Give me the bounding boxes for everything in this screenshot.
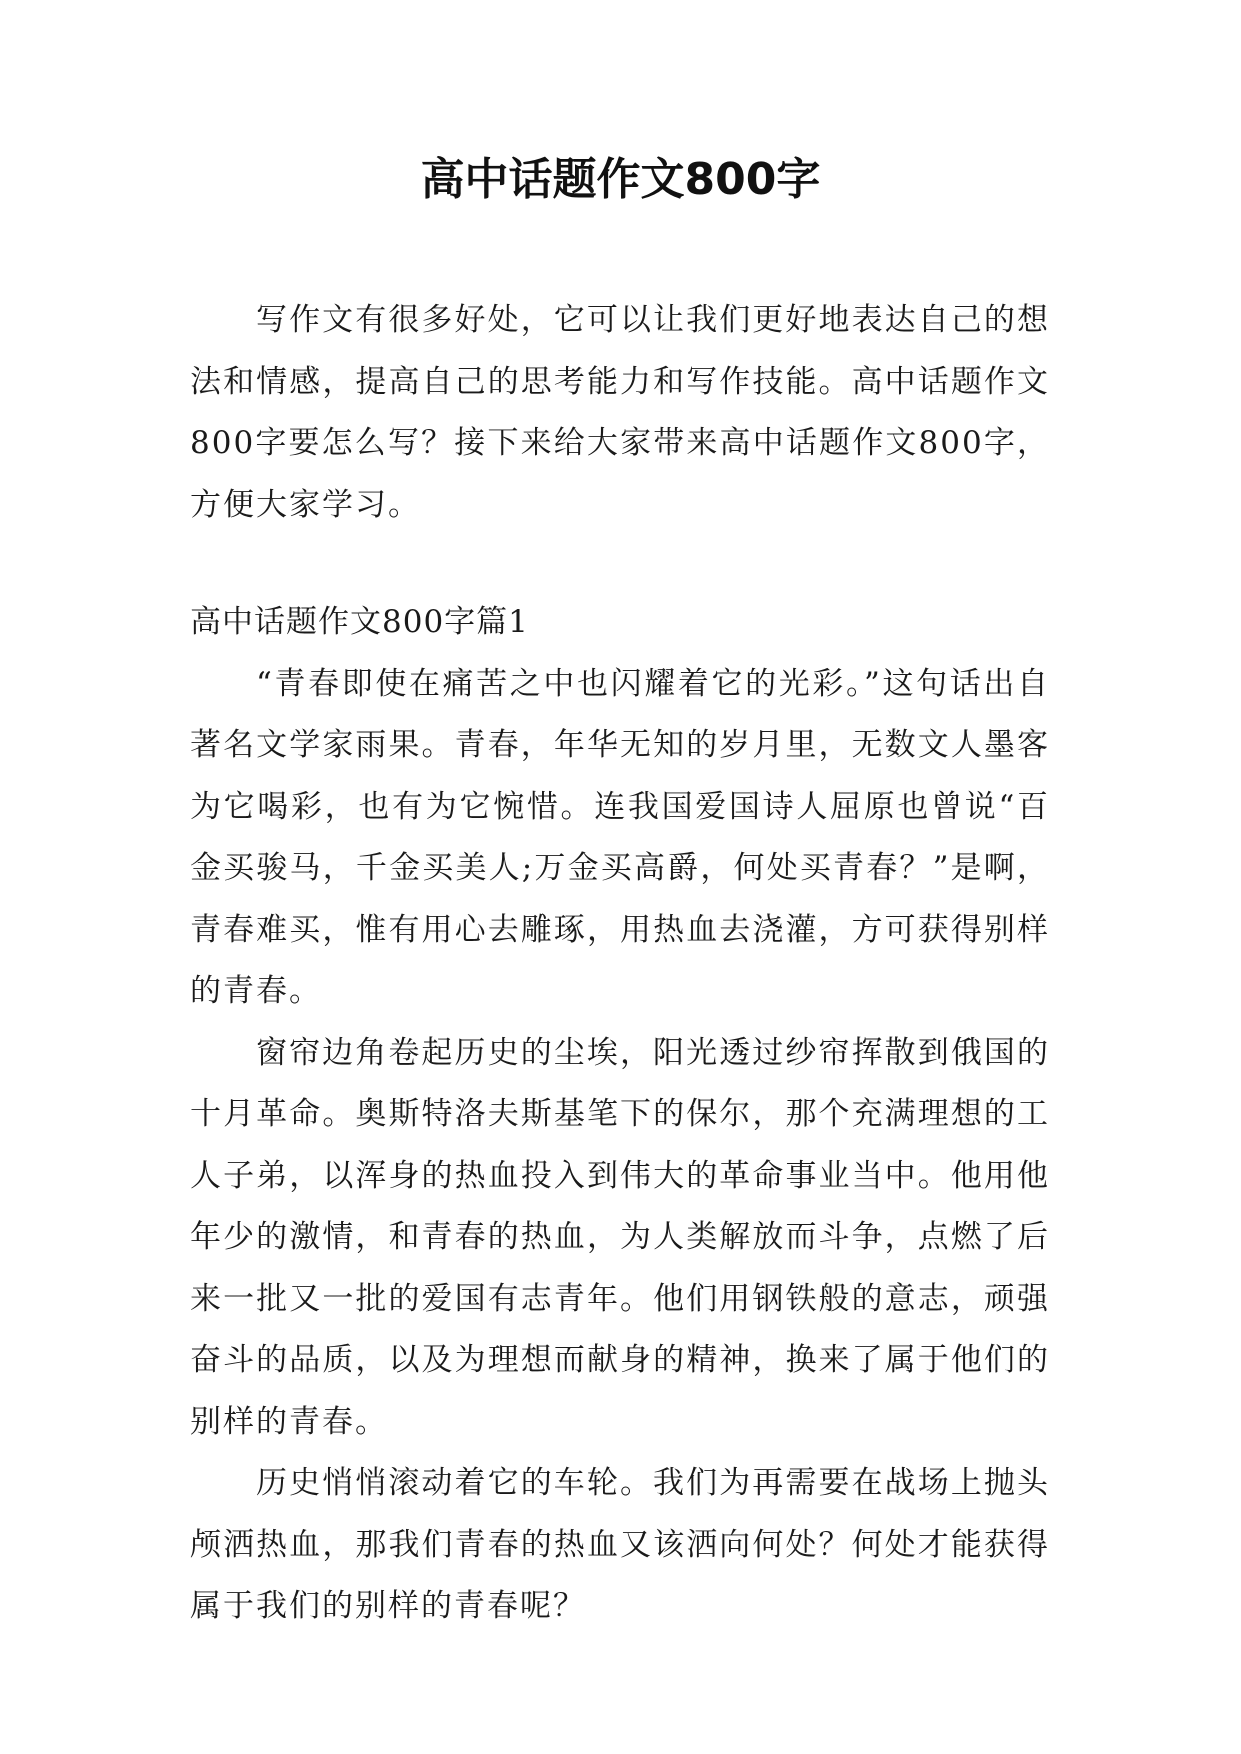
- body-paragraph-1: “青春即使在痛苦之中也闪耀着它的光彩。”这句话出自著名文学家雨果。青春，年华无知的岁月里，无数文人墨客为它喝彩，也有为它惋惜。连我国爱国诗人屈原也曾说“百金买骏马，千金买美人;万金买高爵，何处买青春？”是啊，青春难买，惟有用心去雕琢，用热血去浇灌，方可获得别样的青春。: [190, 665, 1050, 1009]
- section-heading: 高中话题作文800字篇1: [190, 604, 529, 640]
- intro-paragraph: 写作文有很多好处，它可以让我们更好地表达自己的想法和情感，提高自己的思考能力和写作技能。高中话题作文800字要怎么写？接下来给大家带来高中话题作文800字，方便大家学习。: [190, 302, 1050, 523]
- body-paragraph-3: 历史悄悄滚动着它的车轮。我们为再需要在战场上抛头颅洒热血，那我们青春的热血又该洒向何处？何处才能获得属于我们的别样的青春呢？: [190, 1465, 1050, 1624]
- body-paragraph-2: 窗帘边角卷起历史的尘埃，阳光透过纱帘挥散到俄国的十月革命。奥斯特洛夫斯基笔下的保尔，那个充满理想的工人子弟，以浑身的热血投入到伟大的革命事业当中。他用他年少的激情，和青春的热血，为人类解放而斗争，点燃了后来一批又一批的爱国有志青年。他们用钢铁般的意志，顽强奋斗的品质，以及为理想而献身的精神，换来了属于他们的别样的青春。: [190, 1034, 1050, 1440]
- section-spacer: [190, 536, 1050, 592]
- document-body: [190, 290, 1050, 1638]
- document-title: 高中话题作文800字: [420, 154, 821, 205]
